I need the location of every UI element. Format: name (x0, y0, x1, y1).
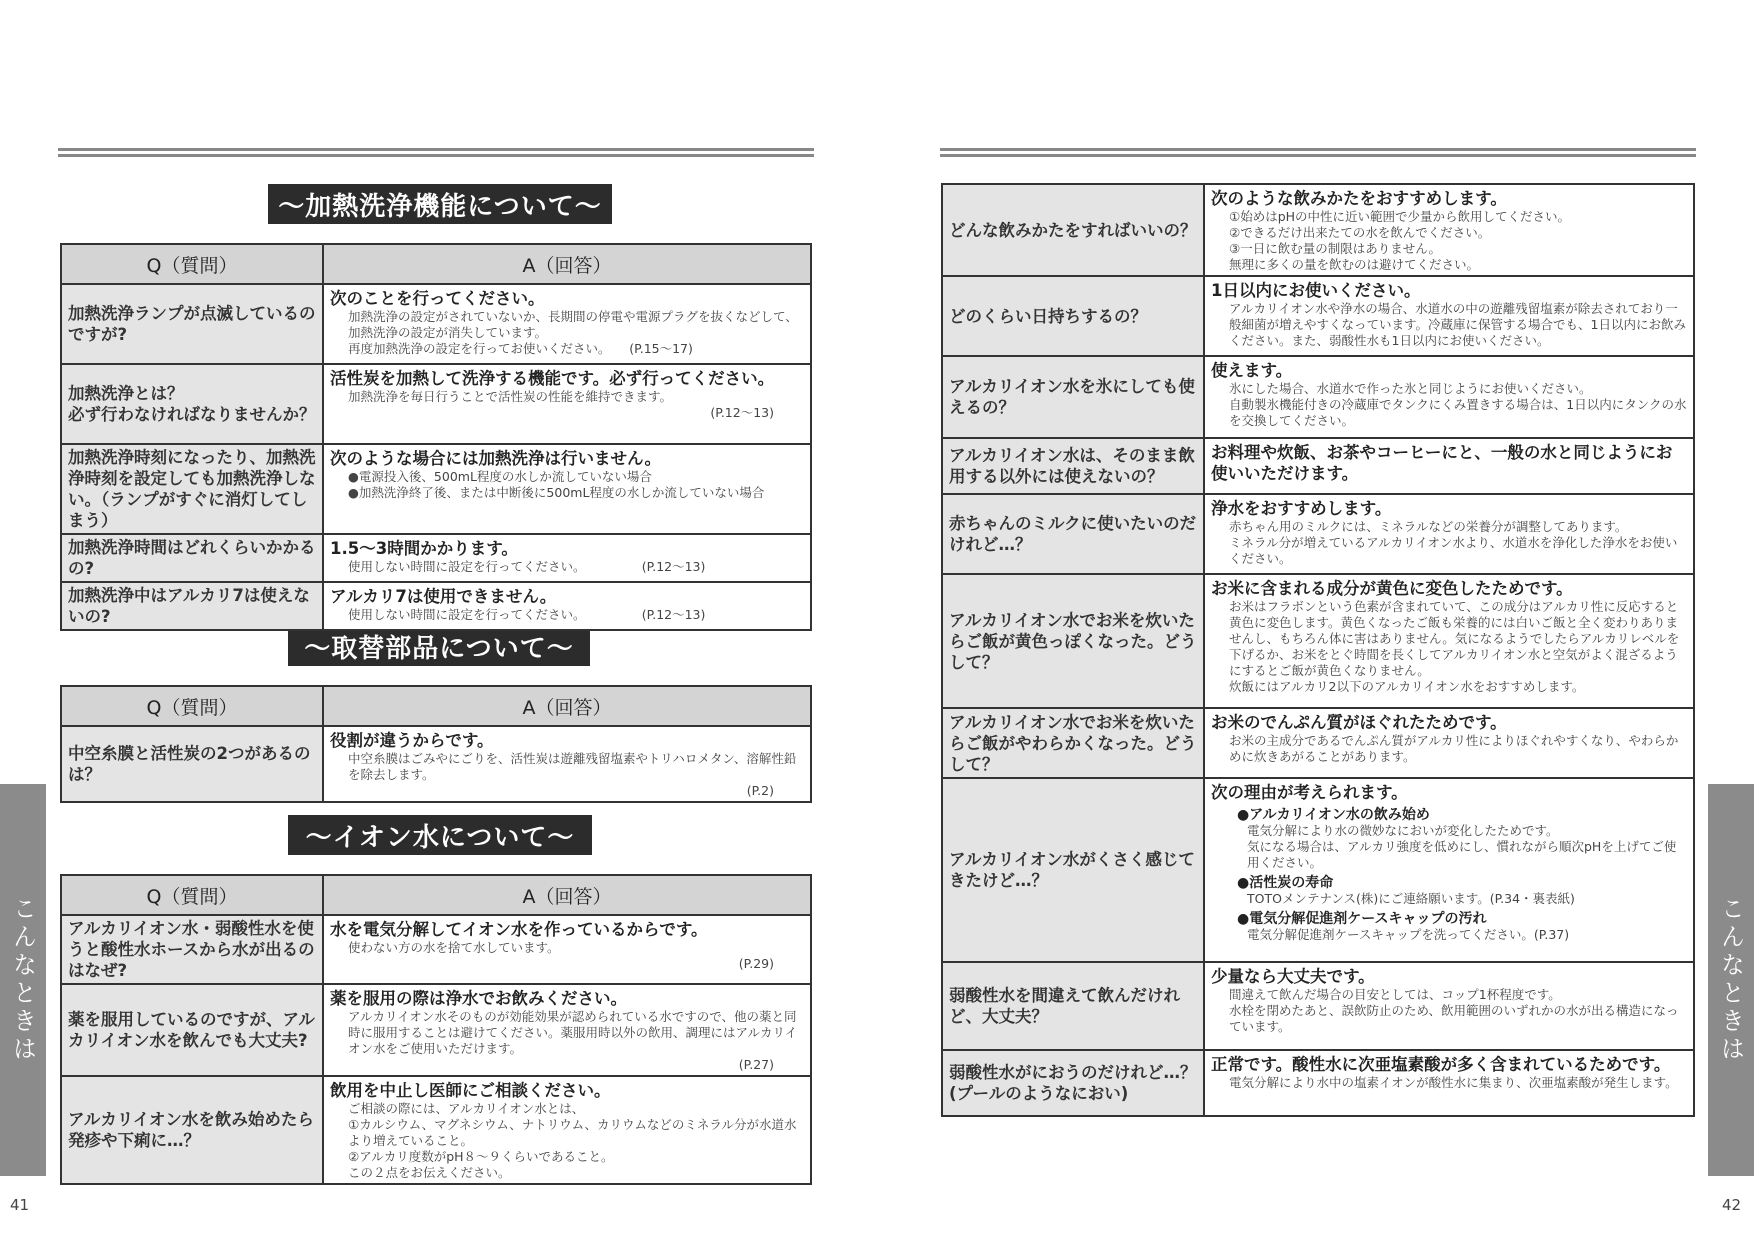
page-reference: (P.29) (738, 956, 774, 971)
answer-heading: 次のことを行ってください。 (330, 289, 545, 308)
question-cell: どんな飲みかたをすればいいの？ (942, 184, 1204, 276)
question-cell: 加熱洗浄とは？ 必ず行わなければなりませんか？ (61, 364, 323, 444)
page-reference: (P.12～13) (710, 405, 774, 420)
answer-cell (323, 284, 811, 364)
answer-heading: お料理や炊飯、お茶やコーヒーにと、一般の水と同じようにお使いいただけます。 (1211, 443, 1673, 483)
answer-text: ①カルシウム、マグネシウム、ナトリウム、カリウムなどのミネラル分が水道水より増えていること。 (348, 1117, 797, 1148)
table-row (942, 708, 1694, 778)
answer-heading: 浄水をおすすめします。 (1211, 499, 1392, 518)
answer-heading: 役割が違うからです。 (330, 731, 494, 750)
question-cell: 弱酸性水を間違えて飲んだけれど、大丈夫？ (942, 962, 1204, 1050)
answer-text: ③一日に飲む量の制限はありません。 (1229, 241, 1441, 256)
table-row (942, 494, 1694, 574)
table-row (942, 184, 1694, 276)
qa-table-heating (60, 243, 812, 631)
answer-cell (323, 364, 811, 444)
table-row (61, 582, 811, 630)
answer-text: 氷にした場合、水道水で作った氷と同じようにお使いください。 (1229, 381, 1592, 396)
question-cell: アルカリイオン水がくさく感じてきたけど…？ (942, 778, 1204, 962)
answer-text: 中空糸膜はごみやにごりを、活性炭は遊離残留塩素やトリハロメタン、溶解性鉛を除去します。 (348, 751, 797, 782)
table-row (61, 534, 811, 582)
table-row (61, 915, 811, 984)
table-row (942, 1050, 1694, 1116)
answer-text: 気になる場合は、アルカリ強度を低めにし、慣れながら順次pHを上げてご使用ください。 (1247, 839, 1677, 870)
side-tab-left: こんなときは (0, 784, 46, 1176)
answer-text: ①始めはpHの中性に近い範囲で少量から飲用してください。 (1229, 209, 1571, 224)
table-row (942, 356, 1694, 438)
question-cell: アルカリイオン水を氷にしても使えるの？ (942, 356, 1204, 438)
answer-text: ご相談の際には、アルカリイオン水とは、 (348, 1101, 585, 1116)
answer-heading: 飲用を中止し医師にご相談ください。 (330, 1081, 611, 1100)
answer-heading: アルカリ7は使用できません。 (330, 587, 557, 606)
section-banner-heating: ～加熱洗浄機能について～ (268, 184, 612, 224)
answer-cell (323, 984, 811, 1076)
side-tab-right: こんなときは (1708, 784, 1754, 1176)
section-banner-parts: ～取替部品について～ (288, 626, 590, 666)
table-row (61, 364, 811, 444)
section-banner-ion-water: ～イオン水について～ (288, 815, 592, 855)
question-cell: アルカリイオン水を飲み始めたら発疹や下痢に…？ (61, 1076, 323, 1184)
answer-cell (1204, 778, 1694, 962)
answer-text: 間違えて飲んだ場合の目安としては、コップ1杯程度です。 (1229, 987, 1561, 1002)
answer-cell (323, 582, 811, 630)
answer-cell (323, 444, 811, 534)
answer-text: 使用しない時間に設定を行ってください。 (P.12～13) (348, 559, 706, 574)
qa-table-ion-water (60, 874, 812, 1185)
column-header-answer: A（回答） (323, 686, 811, 726)
answer-cell (323, 726, 811, 802)
table-row (942, 574, 1694, 708)
table-row (61, 284, 811, 364)
qa-table-right-page (941, 183, 1695, 1117)
question-cell: 加熱洗浄時間はどれくらいかかるの? (61, 534, 323, 582)
question-cell: アルカリイオン水・弱酸性水を使うと酸性水ホースから水が出るのはなぜ? (61, 915, 323, 984)
qa-table-parts (60, 685, 812, 803)
answer-text: アルカリイオン水そのものが効能効果が認められている水ですので、他の薬と同時に服用することは避けてください。薬服用時以外の飲用、調理にはアルカリイオン水をご使用いただけます。 (348, 1009, 798, 1056)
table-header-row (61, 244, 811, 284)
question-cell: アルカリイオン水でお米を炊いたらご飯がやわらかくなった。どうして？ (942, 708, 1204, 778)
page-number-right: 42 (1722, 1196, 1742, 1214)
answer-heading: 薬を服用の際は浄水でお飲みください。 (330, 989, 627, 1008)
answer-heading: 活性炭を加熱して洗浄する機能です。必ず行ってください。 (330, 369, 775, 388)
answer-text: ●加熱洗浄終了後、または中断後に500mL程度の水しか流していない場合 (348, 485, 765, 500)
answer-text: 水栓を閉めたあと、誤飲防止のため、飲用範囲のいずれかの水が出る構造になっています。 (1229, 1003, 1679, 1034)
table-row (942, 276, 1694, 356)
answer-heading: お米のでんぷん質がほぐれたためです。 (1211, 713, 1507, 732)
question-cell: 加熱洗浄中はアルカリ7は使えないの? (61, 582, 323, 630)
page-reference: (P.27) (738, 1057, 774, 1072)
answer-heading: 1日以内にお使いください。 (1211, 281, 1421, 300)
question-cell: 加熱洗浄時刻になったり、加熱洗浄時刻を設定しても加熱洗浄しない。（ランプがすぐに消灯してしまう） (61, 444, 323, 534)
column-header-question: Q（質問） (61, 686, 323, 726)
answer-heading: 次の理由が考えられます。 (1211, 783, 1408, 802)
answer-text: 再度加熱洗浄の設定を行ってお使いください。 (P.15～17) (348, 341, 693, 356)
answer-cell (1204, 1050, 1694, 1116)
table-row (942, 962, 1694, 1050)
answer-text: ②できるだけ出来たての水を飲んでください。 (1229, 225, 1491, 240)
answer-cell (1204, 574, 1694, 708)
answer-text: ミネラル分が増えているアルカリイオン水より、水道水を浄化した浄水をお使いください。 (1229, 535, 1678, 566)
table-row (61, 726, 811, 802)
answer-text: 加熱洗浄を毎日行うことで活性炭の性能を維持できます。 (348, 389, 673, 404)
answer-text: 加熱洗浄の設定がされていないか、長期間の停電や電源プラグを抜くなどして、加熱洗浄の設定が消失しています。 (348, 309, 798, 340)
page-reference: (P.2) (746, 783, 774, 798)
column-header-answer: A（回答） (323, 244, 811, 284)
column-header-question: Q（質問） (61, 244, 323, 284)
answer-cell (1204, 962, 1694, 1050)
answer-cell (1204, 494, 1694, 574)
question-cell: 薬を服用しているのですが、アルカリイオン水を飲んでも大丈夫? (61, 984, 323, 1076)
column-header-answer: A（回答） (323, 875, 811, 915)
column-header-question: Q（質問） (61, 875, 323, 915)
answer-text: 赤ちゃん用のミルクには、ミネラルなどの栄養分が調整してあります。 (1229, 519, 1628, 534)
question-cell: 弱酸性水がにおうのだけれど…？ (プールのようなにおい) (942, 1050, 1204, 1116)
answer-heading: 使えます。 (1211, 361, 1293, 380)
header-rule-left (58, 148, 814, 160)
question-cell: 赤ちゃんのミルクに使いたいのだけれど…？ (942, 494, 1204, 574)
answer-text: ●電源投入後、500mL程度の水しか流していない場合 (348, 469, 652, 484)
answer-heading: 次のような場合には加熱洗浄は行いません。 (330, 449, 661, 468)
answer-subheading: ●活性炭の寿命 (1237, 875, 1334, 891)
answer-heading: お米に含まれる成分が黄色に変色したためです。 (1211, 579, 1573, 598)
answer-text: 電気分解促進剤ケースキャップを洗ってください。(P.37) (1247, 927, 1570, 942)
answer-text: ②アルカリ度数がpH８～９くらいであること。 (348, 1149, 614, 1164)
answer-text: 無理に多くの量を飲むのは避けてください。 (1229, 257, 1480, 272)
question-cell: 中空糸膜と活性炭の2つがあるのは？ (61, 726, 323, 802)
answer-subheading: ●アルカリイオン水の飲み始め (1237, 807, 1430, 823)
answer-cell (1204, 708, 1694, 778)
answer-cell (1204, 438, 1694, 494)
table-row (942, 778, 1694, 962)
answer-heading: 1.5～3時間かかります。 (330, 539, 518, 558)
table-header-row (61, 686, 811, 726)
answer-text: 電気分解により水の微妙なにおいが変化したためです。 (1247, 823, 1559, 838)
answer-text: TOTOメンテナンス(株)にご連絡願います。(P.34・裏表紙) (1247, 891, 1575, 906)
answer-text: 使わない方の水を捨て水しています。 (348, 940, 560, 955)
answer-cell (1204, 184, 1694, 276)
answer-cell (323, 534, 811, 582)
answer-cell (323, 915, 811, 984)
answer-heading: 水を電気分解してイオン水を作っているからです。 (330, 920, 708, 939)
answer-cell (1204, 276, 1694, 356)
answer-text: 電気分解により水中の塩素イオンが酸性水に集まり、次亜塩素酸が発生します。 (1229, 1075, 1678, 1090)
header-rule-right (940, 148, 1696, 160)
table-row (61, 444, 811, 534)
answer-cell (1204, 356, 1694, 438)
answer-text: お米はフラボンという色素が含まれていて、この成分はアルカリ性に反応すると黄色に変色します。黄色くなったご飯も栄養的には白いご飯と全く変わりありませんし、もちろん体に害はありません。気になるようでしたらアルカリレベルを下げるか、お米をとぐ時間を長くしてアルカリイオン水と空気がよく混ざるようにするとご飯が黄色くなりません。 (1229, 599, 1680, 678)
answer-text: お米の主成分であるでんぷん質がアルカリ性によりほぐれやすくなり、やわらかめに炊きあがることがあります。 (1229, 733, 1679, 764)
question-cell: どのくらい日持ちするの？ (942, 276, 1204, 356)
answer-subheading: ●電気分解促進剤ケースキャップの汚れ (1237, 911, 1487, 927)
table-header-row (61, 875, 811, 915)
answer-text: アルカリイオン水や浄水の場合、水道水の中の遊離残留塩素が除去されており一般細菌が増えやすくなっています。冷蔵庫に保管する場合でも、1日以内にお飲みください。また、弱酸性水も1日以内にお使いください。 (1229, 301, 1686, 348)
question-cell: 加熱洗浄ランプが点滅しているのですが? (61, 284, 323, 364)
table-row (61, 1076, 811, 1184)
answer-text: 自動製氷機能付きの冷蔵庫でタンクにくみ置きする場合は、1日以内にタンクの水を交換してください。 (1229, 397, 1687, 428)
page-number-left: 41 (10, 1196, 30, 1214)
answer-heading: 次のような飲みかたをおすすめします。 (1211, 189, 1507, 208)
answer-text: 炊飯にはアルカリ2以下のアルカリイオン水をおすすめします。 (1229, 679, 1585, 694)
answer-heading: 少量なら大丈夫です。 (1211, 967, 1375, 986)
answer-text: この２点をお伝えください。 (348, 1165, 511, 1180)
question-cell: アルカリイオン水は、そのまま飲用する以外には使えないの？ (942, 438, 1204, 494)
answer-text: 使用しない時間に設定を行ってください。 (P.12～13) (348, 607, 706, 622)
answer-heading: 正常です。酸性水に次亜塩素酸が多く含まれているためです。 (1211, 1055, 1671, 1074)
question-cell: アルカリイオン水でお米を炊いたらご飯が黄色っぽくなった。どうして？ (942, 574, 1204, 708)
table-row (61, 984, 811, 1076)
answer-cell (323, 1076, 811, 1184)
table-row (942, 438, 1694, 494)
